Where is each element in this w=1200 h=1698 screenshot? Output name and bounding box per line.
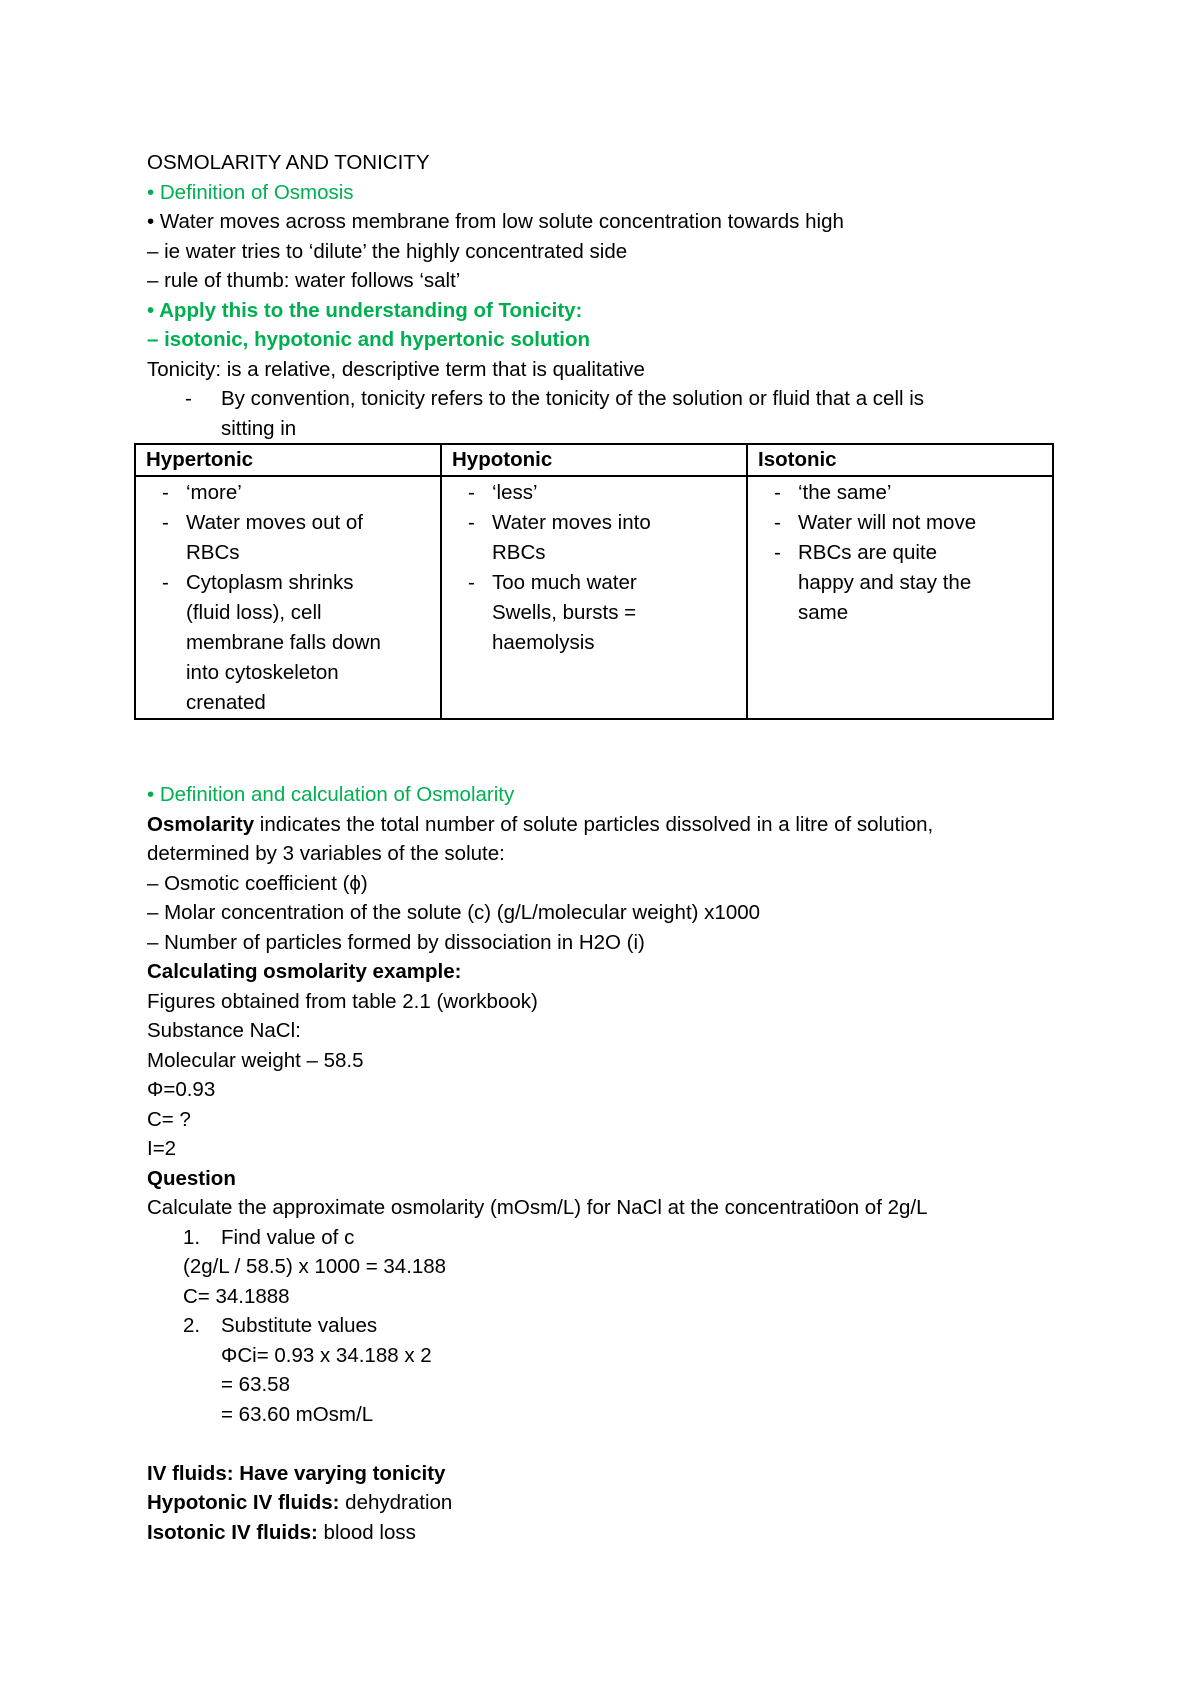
osmolarity-variable: – Number of particles formed by dissociation in H2O (i) [147, 930, 645, 954]
osmosis-line: – ie water tries to ‘dilute’ the highly concentrated side [147, 239, 628, 263]
table-header-hypotonic: Hypotonic [441, 444, 747, 476]
osmolarity-variable: – Osmotic coefficient (ϕ) [147, 871, 368, 895]
tonicity-definition: Tonicity: is a relative, descriptive term that is qualitative [147, 357, 645, 381]
list-item-continued: RBCs [186, 541, 240, 564]
example-line: Φ=0.93 [147, 1078, 216, 1101]
example-line: Molecular weight – 58.5 [147, 1048, 364, 1072]
step-one-calc: (2g/L / 58.5) x 1000 = 34.188 [183, 1255, 447, 1278]
table-header-hypertonic: Hypertonic [135, 444, 441, 476]
example-line: I=2 [147, 1137, 177, 1160]
page-title: OSMOLARITY AND TONICITY [147, 151, 430, 174]
list-item: - ‘more’ [162, 481, 242, 504]
iv-fluids-hypotonic: Hypotonic IV fluids: dehydration [147, 1491, 453, 1514]
list-item: - ‘less’ [468, 481, 538, 504]
step-one: 1. Find value of c [183, 1225, 355, 1249]
list-item: - Cytoplasm shrinks [162, 571, 354, 594]
isotonic-cell [747, 476, 1053, 719]
hypotonic-cell [441, 476, 747, 719]
osmolarity-heading: • Definition and calculation of Osmolarity [147, 783, 515, 806]
list-item-continued: happy and stay the [798, 571, 972, 594]
list-item: - Water moves out of [162, 511, 363, 534]
list-item-continued: haemolysis [492, 631, 595, 654]
example-line: Figures obtained from table 2.1 (workbook) [147, 989, 538, 1013]
osmolarity-definition-continued: determined by 3 variables of the solute: [147, 842, 505, 865]
table-header-isotonic: Isotonic [747, 444, 1053, 476]
hypertonic-cell [135, 476, 441, 719]
list-item-continued: crenated [186, 691, 266, 714]
list-item-continued: RBCs [492, 541, 546, 564]
iv-fluids-isotonic: Isotonic IV fluids: blood loss [147, 1520, 416, 1544]
example-line: C= ? [147, 1107, 191, 1131]
document-content [147, 148, 1067, 1547]
example-heading: Calculating osmolarity example: [147, 960, 462, 983]
osmosis-heading: • Definition of Osmosis [147, 180, 354, 204]
list-item-continued: (fluid loss), cell [186, 601, 322, 624]
example-line: Substance NaCl: [147, 1019, 301, 1042]
osmosis-line: • Water moves across membrane from low solute concentration towards high [147, 210, 844, 233]
list-item: - Too much water [468, 571, 637, 594]
iv-fluids-heading: IV fluids: Have varying tonicity [147, 1461, 446, 1485]
tonicity-subheading: – isotonic, hypotonic and hypertonic solution [147, 328, 591, 351]
list-item: - ‘the same’ [774, 481, 892, 504]
list-item: - Water moves into [468, 511, 651, 534]
list-item-continued: into cytoskeleton [186, 661, 339, 684]
list-item: - RBCs are quite [774, 541, 938, 564]
bullet-dash: - [185, 387, 192, 410]
bullet-text: By convention, tonicity refers to the tonicity of the solution or fluid that a cell is [221, 387, 925, 410]
osmosis-line: – rule of thumb: water follows ‘salt’ [147, 269, 461, 292]
list-item-continued: membrane falls down [186, 631, 381, 654]
step-two-calc: = 63.58 [221, 1373, 290, 1396]
step-two-result: = 63.60 mOsm/L [221, 1402, 374, 1426]
tonicity-table [134, 443, 1054, 720]
osmolarity-term: Osmolarity [147, 812, 255, 836]
list-item: - Water will not move [774, 511, 977, 534]
osmolarity-definition-text: indicates the total number of solute particles dissolved in a litre of solution, [254, 812, 934, 836]
question-heading: Question [147, 1166, 236, 1190]
tonicity-heading: • Apply this to the understanding of Tonicity: [147, 298, 583, 322]
osmolarity-definition [147, 810, 1067, 840]
tonicity-bullet [147, 384, 1067, 414]
table-header-row [135, 444, 1053, 476]
question-text: Calculate the approximate osmolarity (mOsm/L) for NaCl at the concentrati0on of 2g/L [147, 1196, 928, 1219]
step-two-calc: ΦCi= 0.93 x 34.188 x 2 [221, 1343, 432, 1367]
tonicity-bullet-continued: sitting in [221, 416, 297, 440]
list-item-continued: same [798, 601, 849, 624]
osmolarity-variable: – Molar concentration of the solute (c) (g/L/molecular weight) x1000 [147, 901, 761, 924]
step-one-result: C= 34.1888 [183, 1284, 290, 1308]
table-row [135, 476, 1053, 719]
list-item-continued: Swells, bursts = [492, 601, 637, 624]
step-two: 2. Substitute values [183, 1314, 378, 1337]
